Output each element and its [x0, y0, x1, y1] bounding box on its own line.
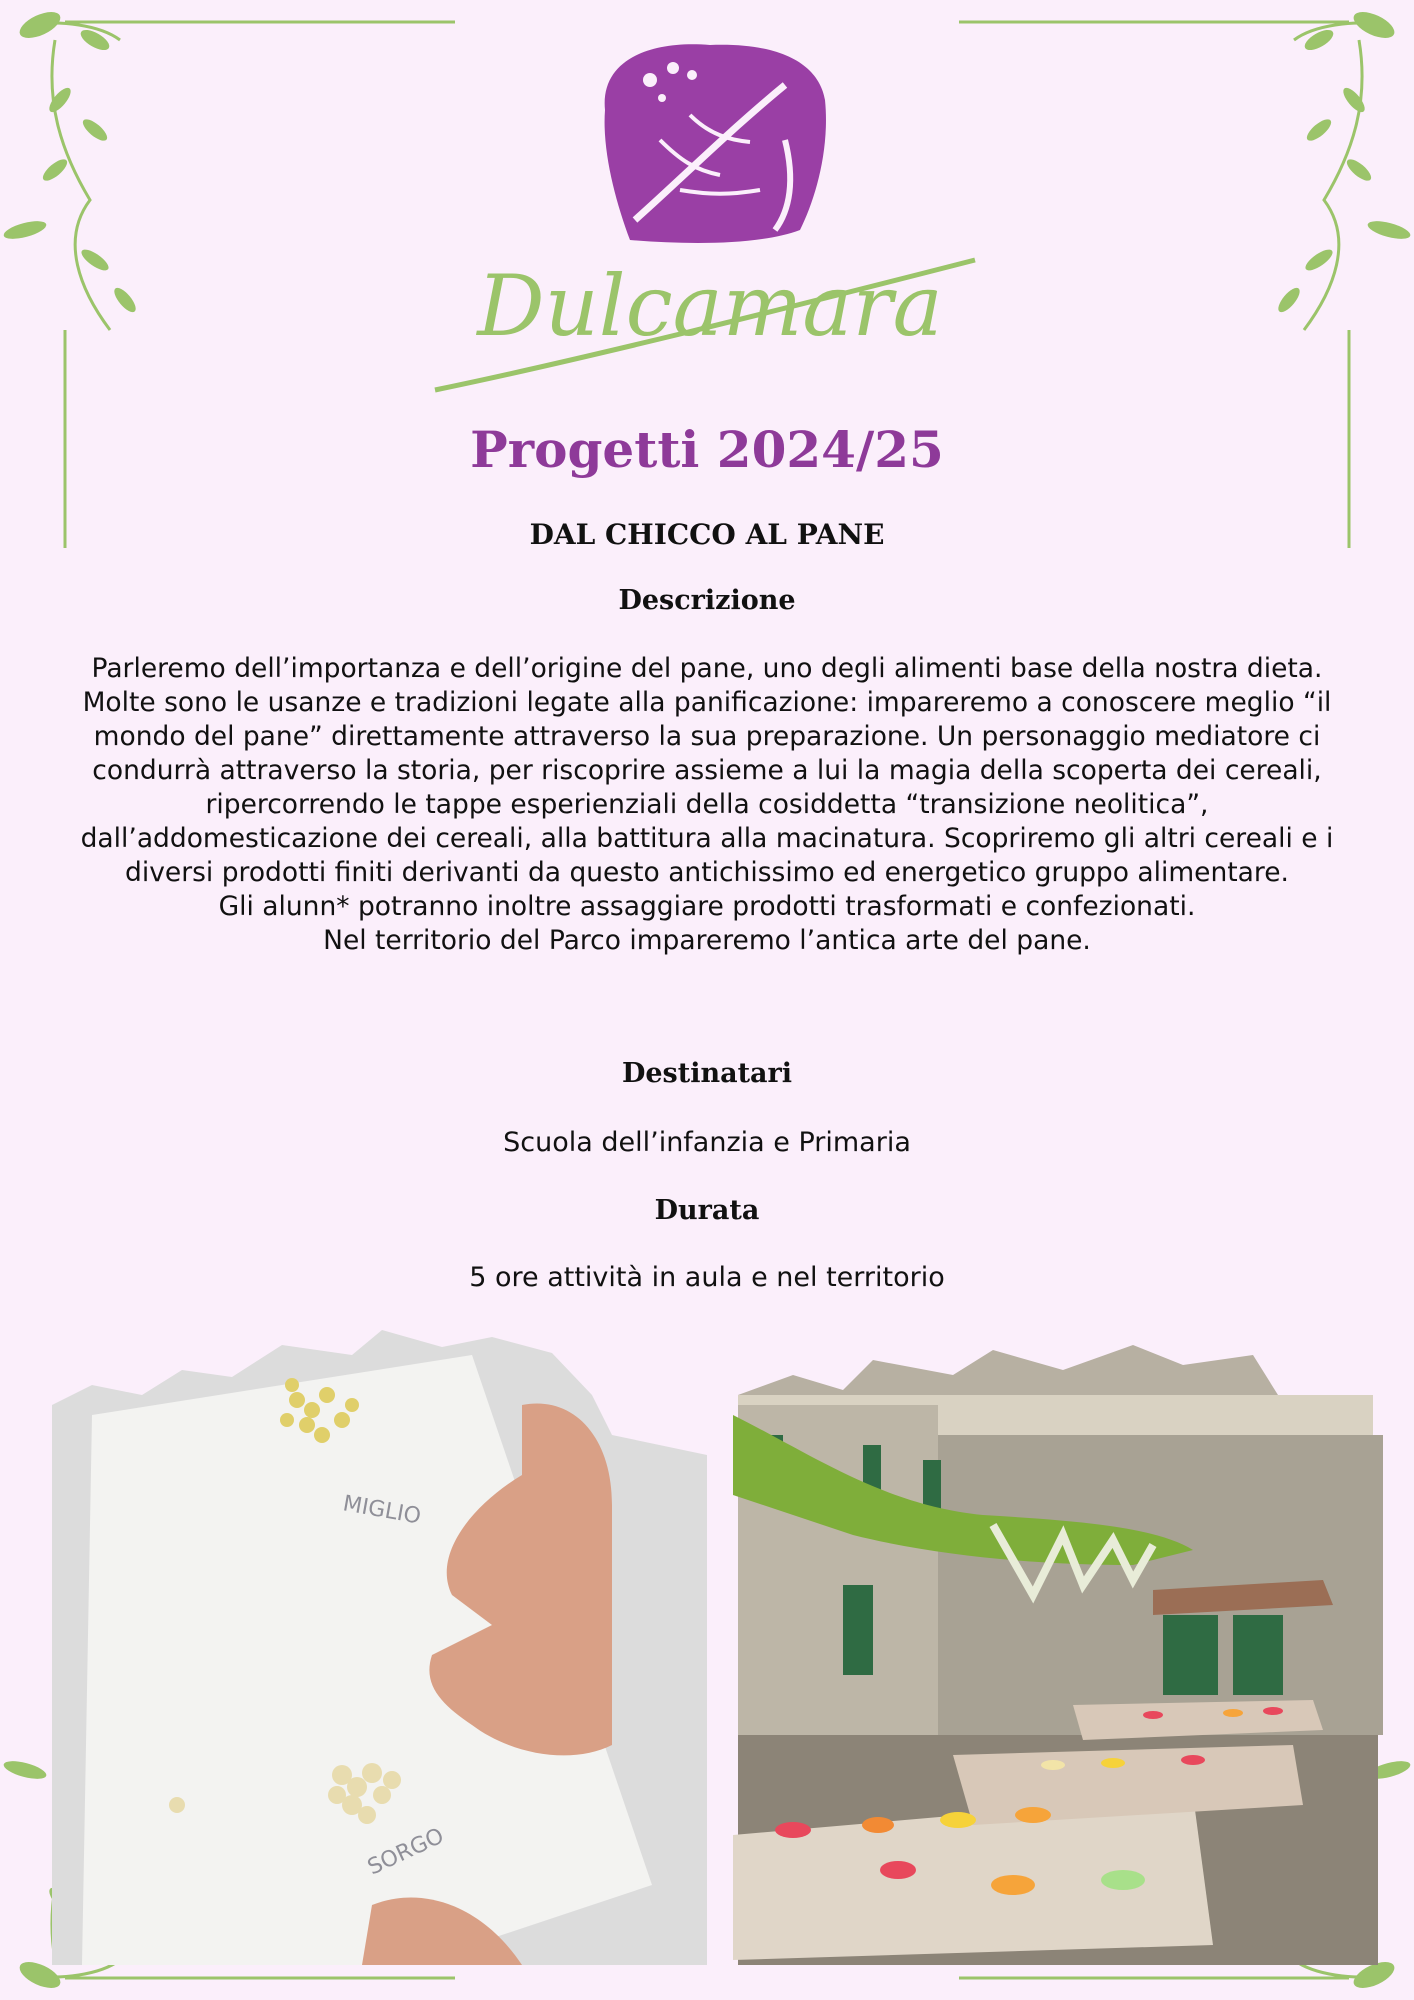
seed-label-sorgo: SORGO: [363, 1823, 448, 1881]
photo-courtyard: [733, 1335, 1383, 1975]
brand-logo: [430, 30, 990, 410]
description-paragraph: Gli alunn* potranno inoltre assaggiare prodotti trasformati e confezionati.: [218, 891, 1196, 922]
logo-leaf-icon: [605, 44, 826, 243]
description-paragraph: Parleremo dell’importanza e dell’origine del pane, uno degli alimenti base della nostra dieta. Molte sono le usanze e tradizioni legate alla panificazione: impareremo a conoscere meglio “il mondo del pane” direttamente attraverso la sua preparazione. Un personaggio mediatore ci condurrà attraverso la storia, per riscoprire assieme a lui la magia della scoperta dei cereali, ripercorrendo le tappe esperienziali della cosiddetta “transizione neolitica”, dall’addomesticazione dei cereali, alla battitura alla macinatura. Scopriremo gli altri cereali e i diversi prodotti finiti derivanti da questo antichissimo ed energetico gruppo alimentare.: [80, 653, 1334, 888]
recipients-text: Scuola dell’infanzia e Primaria: [503, 1127, 911, 1158]
description-body: [80, 652, 1334, 958]
page-title: Progetti 2024/25: [470, 420, 944, 479]
duration-text: 5 ore attività in aula e nel territorio: [469, 1262, 945, 1293]
photo-seeds: [52, 1325, 712, 1973]
description-paragraph: Nel territorio del Parco impareremo l’antica arte del pane.: [323, 925, 1091, 956]
project-name: DAL CHICCO AL PANE: [529, 518, 885, 551]
seed-label-miglio: MIGLIO: [340, 1491, 423, 1530]
brand-wordmark: Dulcamara: [477, 257, 943, 355]
description-heading: Descrizione: [618, 585, 796, 616]
duration-heading: Durata: [654, 1195, 760, 1226]
recipients-heading: Destinatari: [621, 1058, 793, 1089]
